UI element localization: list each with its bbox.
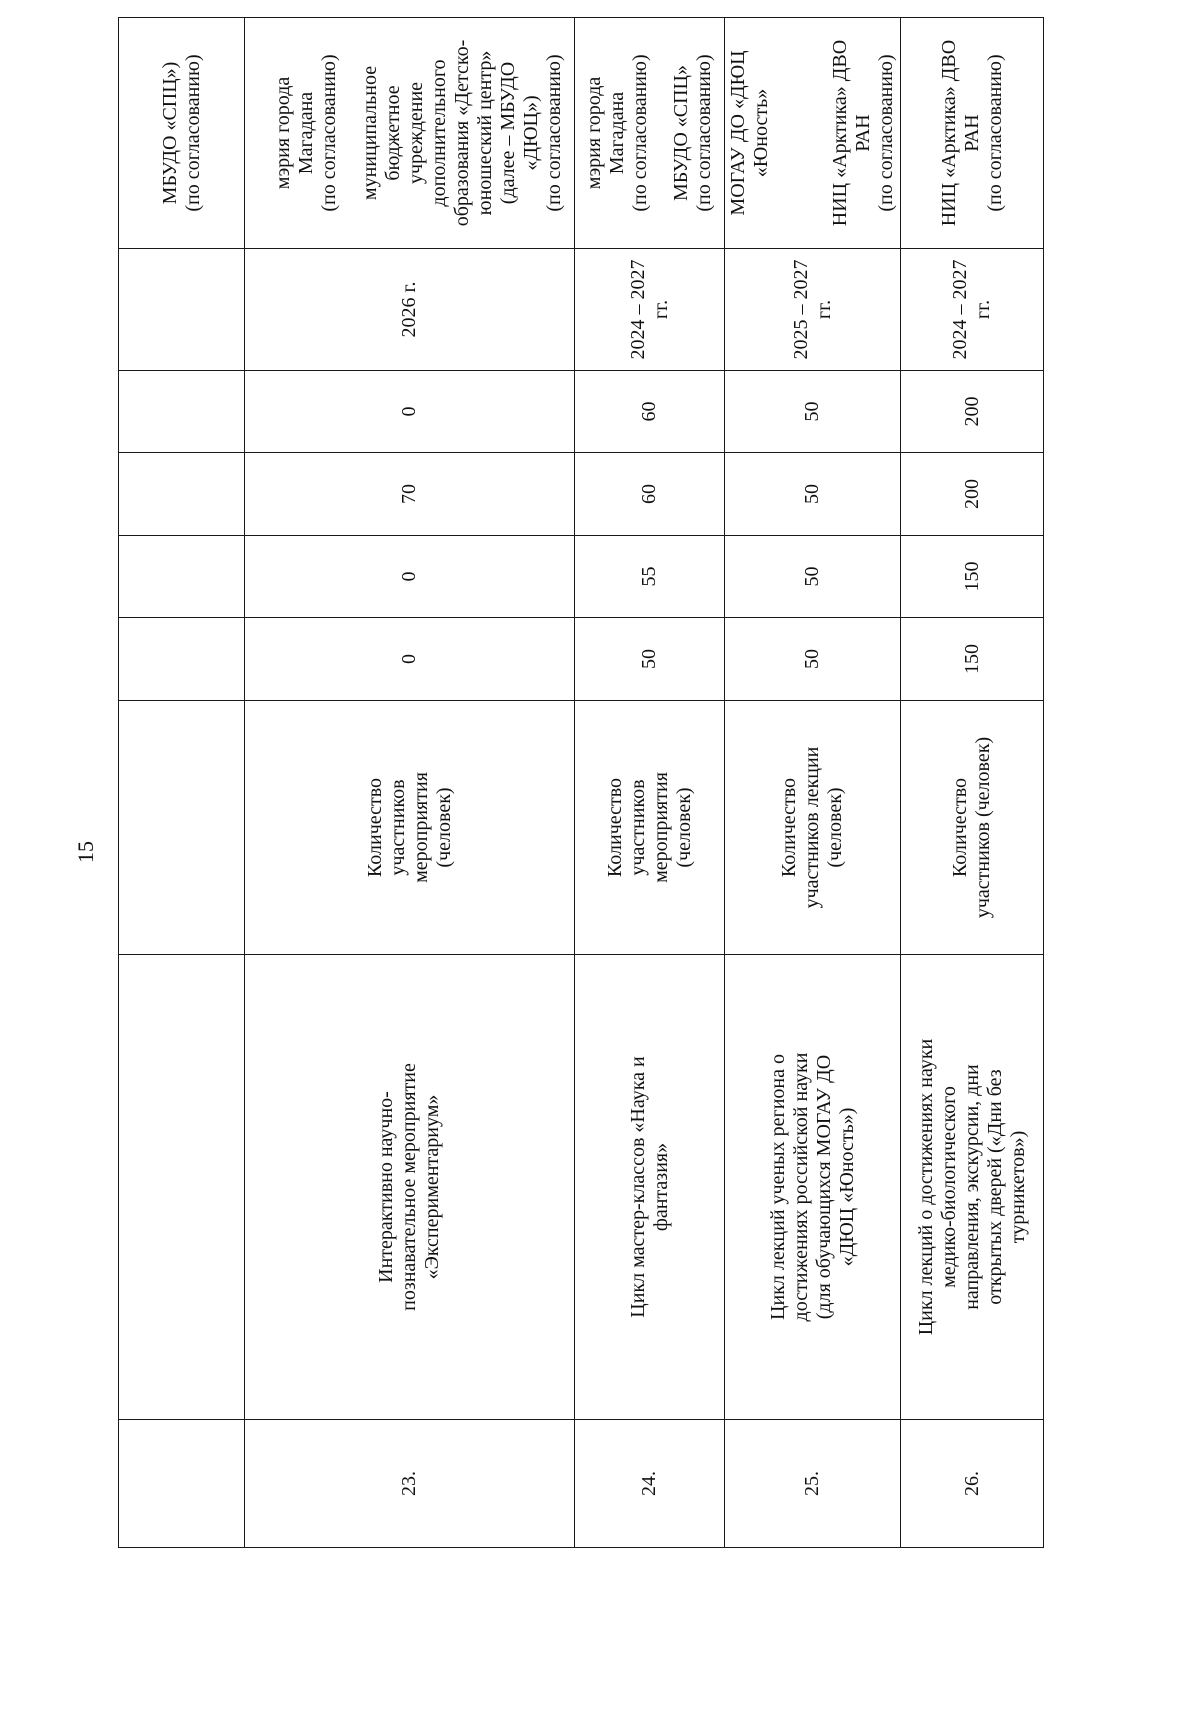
indicator-line: Количество — [603, 777, 626, 878]
cell-number: 24. — [575, 1420, 725, 1548]
cell-value-2 — [119, 536, 245, 618]
cell-organization — [575, 18, 725, 249]
org-line: «ДЮЦ») — [519, 95, 542, 171]
cell-event — [245, 955, 575, 1420]
event-line: направления, экскурсии, дни — [960, 1064, 983, 1310]
org-line: (по согласованию) — [181, 54, 204, 212]
table-row-continuation — [119, 18, 245, 1548]
org-line: РАН — [960, 114, 983, 152]
cell-indicator — [575, 701, 725, 955]
org-line: мэрия города — [271, 76, 294, 190]
cell-value-2025: 0 — [245, 536, 575, 618]
indicator-line: мероприятия — [649, 772, 672, 883]
event-line: (для обучающихся МОГАУ ДО — [812, 1054, 835, 1320]
cell-value-2025: 55 — [575, 536, 725, 618]
cell-period — [725, 249, 901, 371]
events-table — [118, 17, 1044, 1548]
cell-value-2026: 70 — [245, 453, 575, 536]
org-line: (далее – МБУДО — [496, 61, 519, 205]
page-number: 15 — [73, 841, 98, 863]
cell-number: 26. — [901, 1420, 1044, 1548]
org-line: (по согласованию) — [875, 54, 897, 212]
org-line: дополнительного — [427, 59, 450, 207]
indicator-line: мероприятия — [409, 772, 432, 883]
table-row — [725, 18, 901, 1548]
cell-period: 2026 г. — [245, 249, 575, 371]
org-line: мэрия города — [583, 76, 605, 190]
cell-organization — [901, 18, 1044, 249]
org-line: юношеский центр» — [473, 50, 496, 216]
org-line: (по согласованию) — [542, 54, 565, 212]
indicator-line: Количество — [363, 777, 386, 878]
cell-period — [901, 249, 1044, 371]
cell-organization — [245, 18, 575, 249]
event-line: медико-биологического — [937, 1086, 960, 1288]
event-line: Цикл лекций ученых региона о — [766, 1054, 789, 1320]
cell-event — [575, 955, 725, 1420]
cell-number — [119, 1420, 245, 1548]
table-row — [901, 18, 1044, 1548]
cell-event — [901, 955, 1044, 1420]
org-line: МБУДО «СПЦ») — [158, 61, 181, 205]
cell-value-2027: 60 — [575, 371, 725, 453]
event-line: познавательное мероприятие — [398, 1063, 420, 1311]
event-line: Цикл мастер-классов «Наука и — [626, 1056, 649, 1318]
org-line: НИЦ «Арктика» ДВО — [937, 39, 960, 227]
period-line: 2024 – 2027 — [626, 259, 649, 360]
event-line: открытых дверей («Дни без — [983, 1069, 1006, 1305]
cell-value-2027: 200 — [901, 371, 1044, 453]
cell-period — [575, 249, 725, 371]
indicator-line: Количество — [949, 777, 971, 878]
org-line: МОГАУ ДО «ДЮЦ — [727, 50, 749, 216]
period-line: 2024 – 2027 — [949, 259, 971, 360]
cell-value-2024: 50 — [725, 618, 901, 701]
event-line: «ДЮЦ «Юность») — [835, 1107, 858, 1267]
cell-indicator — [119, 701, 245, 955]
event-line: турникетов») — [1006, 1130, 1029, 1244]
org-line: учреждение — [404, 81, 427, 185]
org-line: образования «Детско- — [450, 39, 473, 227]
cell-organization — [119, 18, 245, 249]
cell-value-2026: 50 — [725, 453, 901, 536]
cell-period — [119, 249, 245, 371]
period-line: гг. — [972, 299, 994, 320]
cell-value-2024: 150 — [901, 618, 1044, 701]
cell-value-2027: 50 — [725, 371, 901, 453]
indicator-line: участников (человек) — [972, 736, 994, 919]
indicator-line: (человек) — [824, 787, 846, 868]
period-line: 2025 – 2027 — [789, 259, 812, 360]
cell-value-1 — [119, 618, 245, 701]
indicator-line: Количество — [778, 777, 800, 878]
period-line: гг. — [812, 299, 835, 320]
cell-indicator — [245, 701, 575, 955]
org-line: МБУДО «СПЦ» — [670, 65, 692, 202]
cell-value-2025: 150 — [901, 536, 1044, 618]
org-line: «Юность» — [750, 88, 772, 178]
event-line: достижениях российской науки — [789, 1052, 812, 1322]
org-line: НИЦ «Арктика» ДВО — [829, 39, 851, 227]
table-rotated-wrapper — [118, 39, 1029, 1548]
event-line: Цикл лекций о достижениях науки — [914, 1038, 937, 1336]
period-line: гг. — [649, 299, 672, 320]
cell-value-2027: 0 — [245, 371, 575, 453]
cell-indicator — [901, 701, 1044, 955]
cell-value-2024: 50 — [575, 618, 725, 701]
cell-number: 25. — [725, 1420, 901, 1548]
indicator-line: участников лекции — [801, 746, 823, 909]
org-line: (по согласованию) — [317, 54, 340, 212]
cell-value-2026: 60 — [575, 453, 725, 536]
cell-organization — [725, 18, 901, 249]
cell-value-2024: 0 — [245, 618, 575, 701]
table-row — [245, 18, 575, 1548]
indicator-line: участников — [626, 779, 649, 876]
cell-value-4 — [119, 371, 245, 453]
cell-event — [725, 955, 901, 1420]
org-line: Магадана — [606, 91, 628, 175]
cell-number: 23. — [245, 1420, 575, 1548]
cell-value-2025: 50 — [725, 536, 901, 618]
org-line: (по согласованию) — [629, 54, 651, 212]
org-line: (по согласованию) — [983, 54, 1006, 212]
org-line: (по согласованию) — [693, 54, 715, 212]
event-line: фантазия» — [649, 1142, 672, 1232]
cell-indicator — [725, 701, 901, 955]
event-line: Интерактивно научно- — [375, 1091, 397, 1283]
event-line: «Экспериментариум» — [421, 1094, 443, 1280]
org-line: муниципальное — [358, 65, 381, 201]
cell-event — [119, 955, 245, 1420]
org-line: РАН — [852, 114, 874, 152]
table-row — [575, 18, 725, 1548]
indicator-line: (человек) — [432, 787, 455, 868]
indicator-line: (человек) — [672, 787, 695, 868]
cell-value-3 — [119, 453, 245, 536]
org-line: Магадана — [294, 91, 317, 175]
org-line: бюджетное — [381, 85, 404, 181]
cell-value-2026: 200 — [901, 453, 1044, 536]
indicator-line: участников — [386, 779, 409, 876]
